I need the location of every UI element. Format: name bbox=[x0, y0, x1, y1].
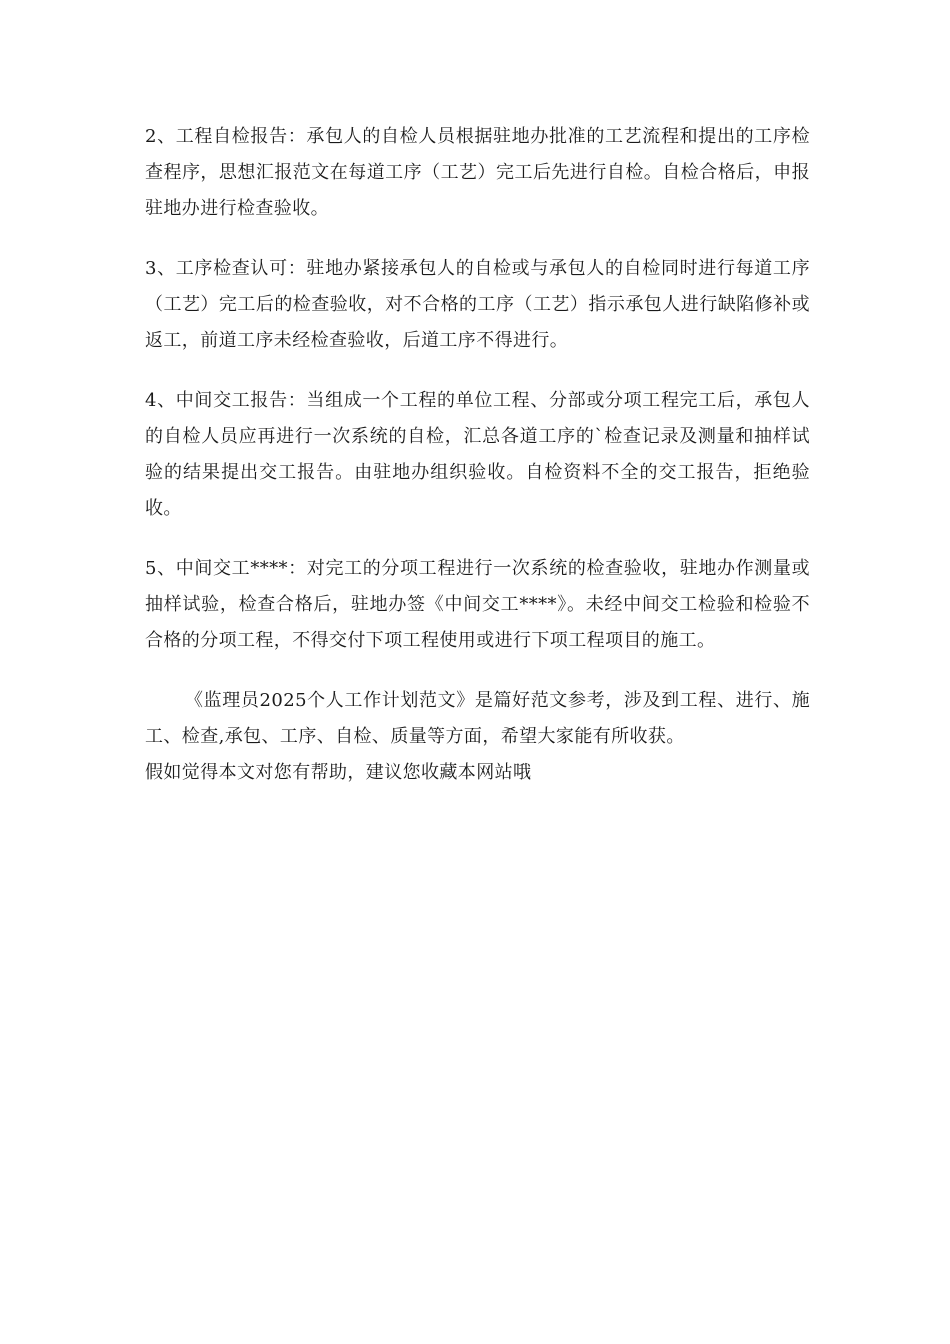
closing-note: 假如觉得本文对您有帮助，建议您收藏本网站哦 bbox=[145, 762, 532, 783]
paragraph-self-inspection-report: 2、工程自检报告：承包人的自检人员根据驻地办批准的工艺流程和提出的工序检查程序，思想汇报范文在每道工序（工艺）完工后先进行自检。自检合格后，申报驻地办进行检查验收。 bbox=[145, 126, 810, 219]
document-page bbox=[145, 119, 810, 791]
summary-paragraph: 《监理员2025个人工作计划范文》是篇好范文参考，涉及到工程、进行、施工、检查,承包、工序、自检、质量等方面，希望大家能有所收获。 bbox=[145, 690, 810, 747]
paragraph-process-inspection-approval: 3、工序检查认可：驻地办紧接承包人的自检或与承包人的自检同时进行每道工序（工艺）完工后的检查验收，对不合格的工序（工艺）指示承包人进行缺陷修补或返工，前道工序未经检查验收，后道工序不得进行。 bbox=[145, 258, 810, 351]
paragraph-interim-handover-report: 4、中间交工报告：当组成一个工程的单位工程、分部或分项工程完工后，承包人的自检人员应再进行一次系统的自检，汇总各道工序的`检查记录及测量和抽样试验的结果提出交工报告。由驻地办组织验收。自检资料不全的交工报告，拒绝验收。 bbox=[145, 390, 810, 519]
paragraph-interim-handover-certificate: 5、中间交工****：对完工的分项工程进行一次系统的检查验收，驻地办作测量或抽样试验，检查合格后，驻地办签《中间交工****》。未经中间交工检验和检验不合格的分项工程，不得交付下项工程使用或进行下项工程项目的施工。 bbox=[145, 558, 810, 651]
